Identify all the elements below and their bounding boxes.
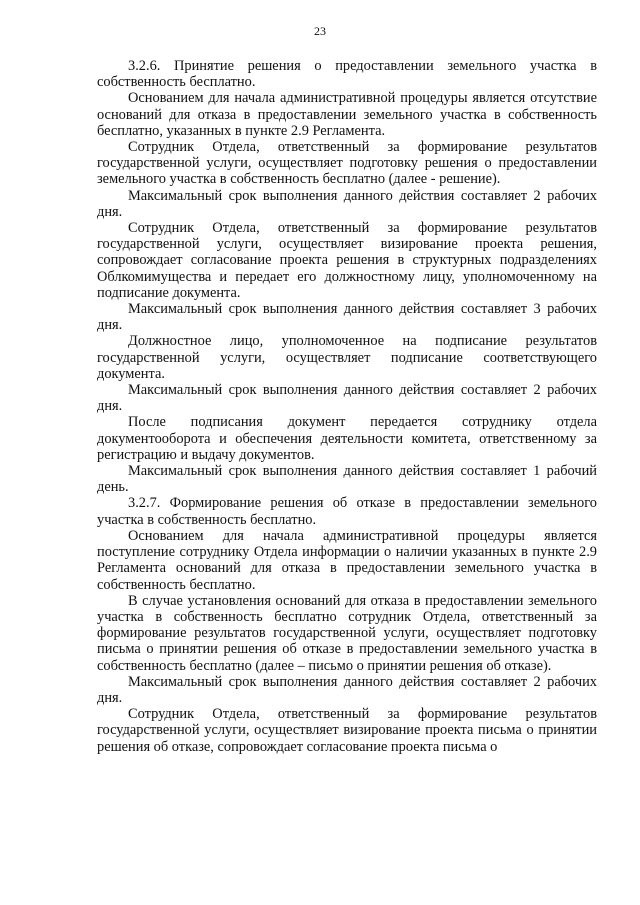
- paragraph: В случае установления оснований для отказа в предоставлении земельного участка в собственность бесплатно сотрудник Отдела, ответственный за формирование результатов государственной услуги, осуществляет подготовку письма о принятии решения об отказе в предоставлении земельного участка в собственность бесплатно (далее – письмо о принятии решения об отказе).: [97, 592, 597, 674]
- page-number: 23: [314, 24, 326, 38]
- paragraph: Максимальный срок выполнения данного действия составляет 3 рабочих дня.: [97, 301, 597, 334]
- paragraph: Максимальный срок выполнения данного действия составляет 2 рабочих дня.: [97, 673, 597, 706]
- paragraph: Сотрудник Отдела, ответственный за формирование результатов государственной услуги, осуществляет визирование проекта письма о принятии решения об отказе, сопровождает согласование проекта письма о: [97, 706, 597, 755]
- paragraph: Максимальный срок выполнения данного действия составляет 1 рабочий день.: [97, 463, 597, 496]
- paragraph: Сотрудник Отдела, ответственный за формирование результатов государственной услуги, осуществляет визирование проекта решения, сопровождает согласование проекта решения в структурных подразделениях Облкомимущества и передает его должностному лицу, уполномоченному на подписание документа.: [97, 220, 597, 301]
- paragraph: 3.2.6. Принятие решения о предоставлении земельного участка в собственность бесплатно.: [97, 58, 597, 91]
- paragraph: Основанием для начала административной процедуры является отсутствие оснований для отказа в предоставлении земельного участка в собственность бесплатно, указанных в пункте 2.9 Регламента.: [97, 90, 597, 139]
- paragraph: Основанием для начала административной процедуры является поступление сотруднику Отдела информации о наличии указанных в пункте 2.9 Регламента оснований для отказа в предоставлении земельного участка в собственность бесплатно.: [97, 527, 597, 593]
- paragraph: 3.2.7. Формирование решения об отказе в предоставлении земельного участка в собственность бесплатно.: [97, 495, 597, 528]
- paragraph: Сотрудник Отдела, ответственный за формирование результатов государственной услуги, осуществляет подготовку решения о предоставлении земельного участка в собственность бесплатно (далее - решение).: [97, 139, 597, 188]
- paragraph: Максимальный срок выполнения данного действия составляет 2 рабочих дня.: [97, 187, 597, 220]
- paragraph: Максимальный срок выполнения данного действия составляет 2 рабочих дня.: [97, 382, 597, 415]
- paragraph: Должностное лицо, уполномоченное на подписание результатов государственной услуги, осуществляет подписание соответствующего документа.: [97, 333, 597, 382]
- paragraph: После подписания документ передается сотруднику отдела документооборота и обеспечения деятельности комитета, ответственному за регистрацию и выдачу документов.: [97, 414, 597, 463]
- document-body: [97, 58, 597, 755]
